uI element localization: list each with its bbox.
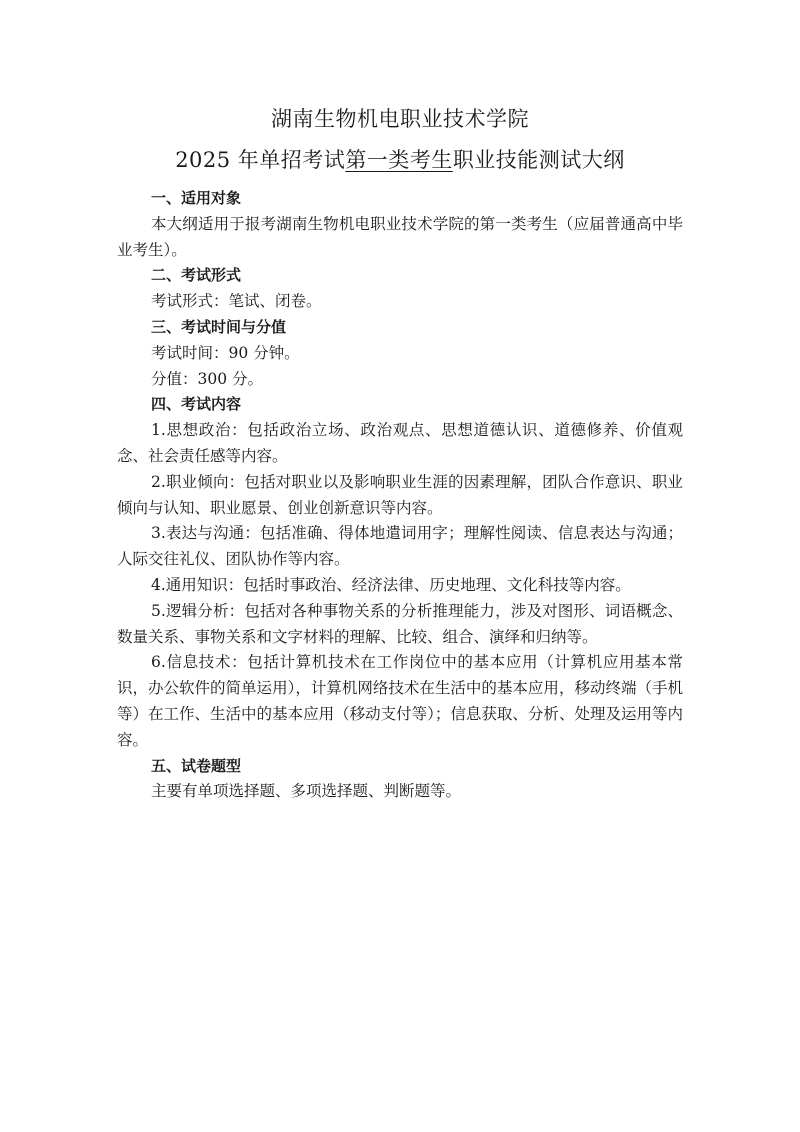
title-underlined-category: 第一类考生 [345,148,453,172]
section-heading-scope: 一、适用对象 [151,189,242,207]
section-question-types-text: 主要有单项选择题、多项选择题、判断题等。 [151,782,462,801]
section-time-text: 考试时间：90 分钟。 [151,343,300,362]
section-heading-content: 四、考试内容 [151,395,242,414]
section-scope-text: 本大纲适用于报考湖南生物机电职业技术学院的第一类考生（应届普通高中毕业考生）。 [117,214,683,259]
title-prefix: 2025 年单招考试 [175,148,346,172]
section-heading-question-types: 五、试卷题型 [151,756,242,775]
document-body [117,186,683,805]
section-format-text: 考试形式：笔试、闭卷。 [151,292,322,311]
content-item-logic: 5.逻辑分析：包括对各种事物关系的分析推理能力，涉及对图形、词语概念、数量关系、事物关系和文字材料的理解、比较、组合、演绎和归纳等。 [117,601,683,646]
content-item-career: 2.职业倾向：包括对职业以及影响职业生涯的因素理解，团队合作意识、职业倾向与认知、职业愿景、创业创新意识等内容。 [117,472,683,517]
content-item-politics: 1.思想政治：包括政治立场、政治观点、思想道德认识、道德修养、价值观念、社会责任感等内容。 [117,421,683,465]
content-item-general-knowledge: 4.通用知识：包括时事政治、经济法律、历史地理、文化科技等内容。 [151,575,631,594]
document-title-outline [0,147,800,173]
section-heading-time-score: 三、考试时间与分值 [151,317,287,336]
document-title-school: 湖南生物机电职业技术学院 [271,107,529,131]
content-item-communication: 3.表达与沟通：包括准确、得体地遣词用字；理解性阅读、信息表达与沟通；人际交往礼仪、团队协作等内容。 [117,524,683,569]
title-suffix: 职业技能测试大纲 [452,148,625,172]
section-heading-format: 二、考试形式 [151,266,242,285]
section-score-text: 分值：300 分。 [151,369,264,388]
content-item-it: 6.信息技术：包括计算机技术在工作岗位中的基本应用（计算机应用基本常识，办公软件的简单运用），计算机网络技术在生活中的基本应用，移动终端（手机等）在工作、生活中的基本应用（移动支付等）；信息获取、分析、处理及运用等内容。 [117,653,683,749]
